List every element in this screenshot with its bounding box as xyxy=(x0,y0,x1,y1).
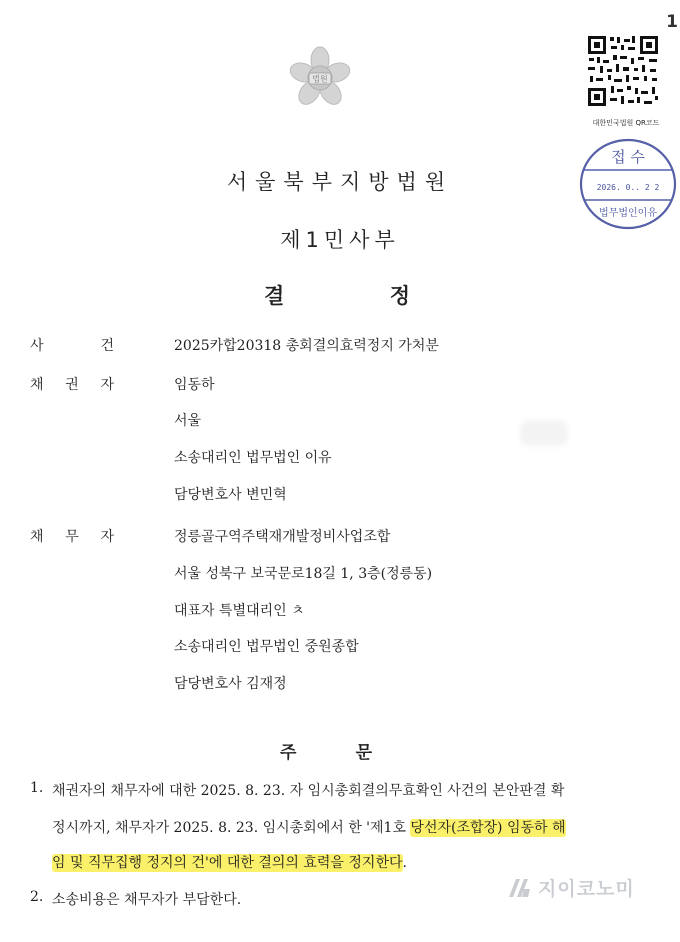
order-item-number: 2. xyxy=(30,889,44,905)
creditor-lawyer: 담당변호사 변민혁 xyxy=(174,487,287,503)
document-type-char: 결 xyxy=(264,284,285,308)
highlighted-text: 임 및 직무집행 정지의 건'에 대한 결의의 효력을 정지한다 xyxy=(52,855,403,871)
creditor-name: 임동하 xyxy=(174,377,215,393)
highlighted-text: 당선자(조합장) 임동하 해 xyxy=(410,820,566,836)
emblem-text: 법원 xyxy=(312,74,328,84)
order-item1-line3-end: . xyxy=(402,855,407,871)
creditor-agent: 소송대리인 법무법인 이유 xyxy=(174,450,332,466)
division-name: 제1민사부 xyxy=(280,228,400,252)
creditor-label xyxy=(30,374,114,394)
debtor-representative: 대표자 특별대리인 ㅊ xyxy=(174,603,305,619)
label-char: 권 xyxy=(65,377,79,393)
order-title-char: 주 xyxy=(280,743,297,763)
label-char: 채 xyxy=(30,377,44,393)
qr-code[interactable] xyxy=(586,34,660,108)
label-char: 사 xyxy=(30,338,44,354)
watermark-logo-icon xyxy=(506,875,532,901)
stamp-title: 접 수 xyxy=(611,148,645,166)
document-type xyxy=(264,280,410,310)
debtor-agent: 소송대리인 법무법인 중원종합 xyxy=(174,639,359,655)
qr-caption: 대한민국법원 QR코드 xyxy=(592,119,660,127)
debtor-address: 서울 성북구 보국문로18길 1, 3층(정릉동) xyxy=(174,566,433,582)
page-number: 1 xyxy=(666,12,678,32)
label-char: 자 xyxy=(100,377,114,393)
case-label xyxy=(30,335,114,355)
stamp-date: 2026. 0.. 2 2 xyxy=(596,183,660,192)
order-item1-line3 xyxy=(52,852,407,872)
creditor-address: 서울 xyxy=(174,413,202,429)
order-title-char: 문 xyxy=(355,743,372,763)
redaction-blur xyxy=(520,420,568,446)
order-item-number: 1. xyxy=(30,780,44,796)
watermark xyxy=(506,874,635,901)
order-title xyxy=(280,738,372,763)
court-emblem-icon xyxy=(288,46,352,110)
watermark-text: 지이코노미 xyxy=(538,878,635,900)
case-number: 2025카합20318 총회결의효력정지 가처분 xyxy=(174,338,439,354)
order-item1-line1: 채권자의 채무자에 대한 2025. 8. 23. 자 임시총회결의무효확인 사건의 본안판결 확 xyxy=(52,783,565,799)
stamp-firm: 법무법인이유 xyxy=(599,208,657,219)
order-item2-text: 소송비용은 채무자가 부담한다. xyxy=(52,892,242,908)
label-char: 건 xyxy=(100,338,114,354)
label-char: 자 xyxy=(100,529,114,545)
document-type-char: 정 xyxy=(389,284,410,308)
debtor-lawyer: 담당변호사 김재정 xyxy=(174,676,287,692)
label-char: 채 xyxy=(30,529,44,545)
court-name: 서울북부지방법원 xyxy=(226,170,454,194)
order-item1-line2 xyxy=(52,817,566,837)
order-item1-line2-text: 정시까지, 채무자가 2025. 8. 23. 임시총회에서 한 '제1호 xyxy=(52,820,411,836)
debtor-name: 정릉골구역주택재개발정비사업조합 xyxy=(174,529,391,545)
debtor-label xyxy=(30,526,114,546)
label-char: 무 xyxy=(65,529,79,545)
